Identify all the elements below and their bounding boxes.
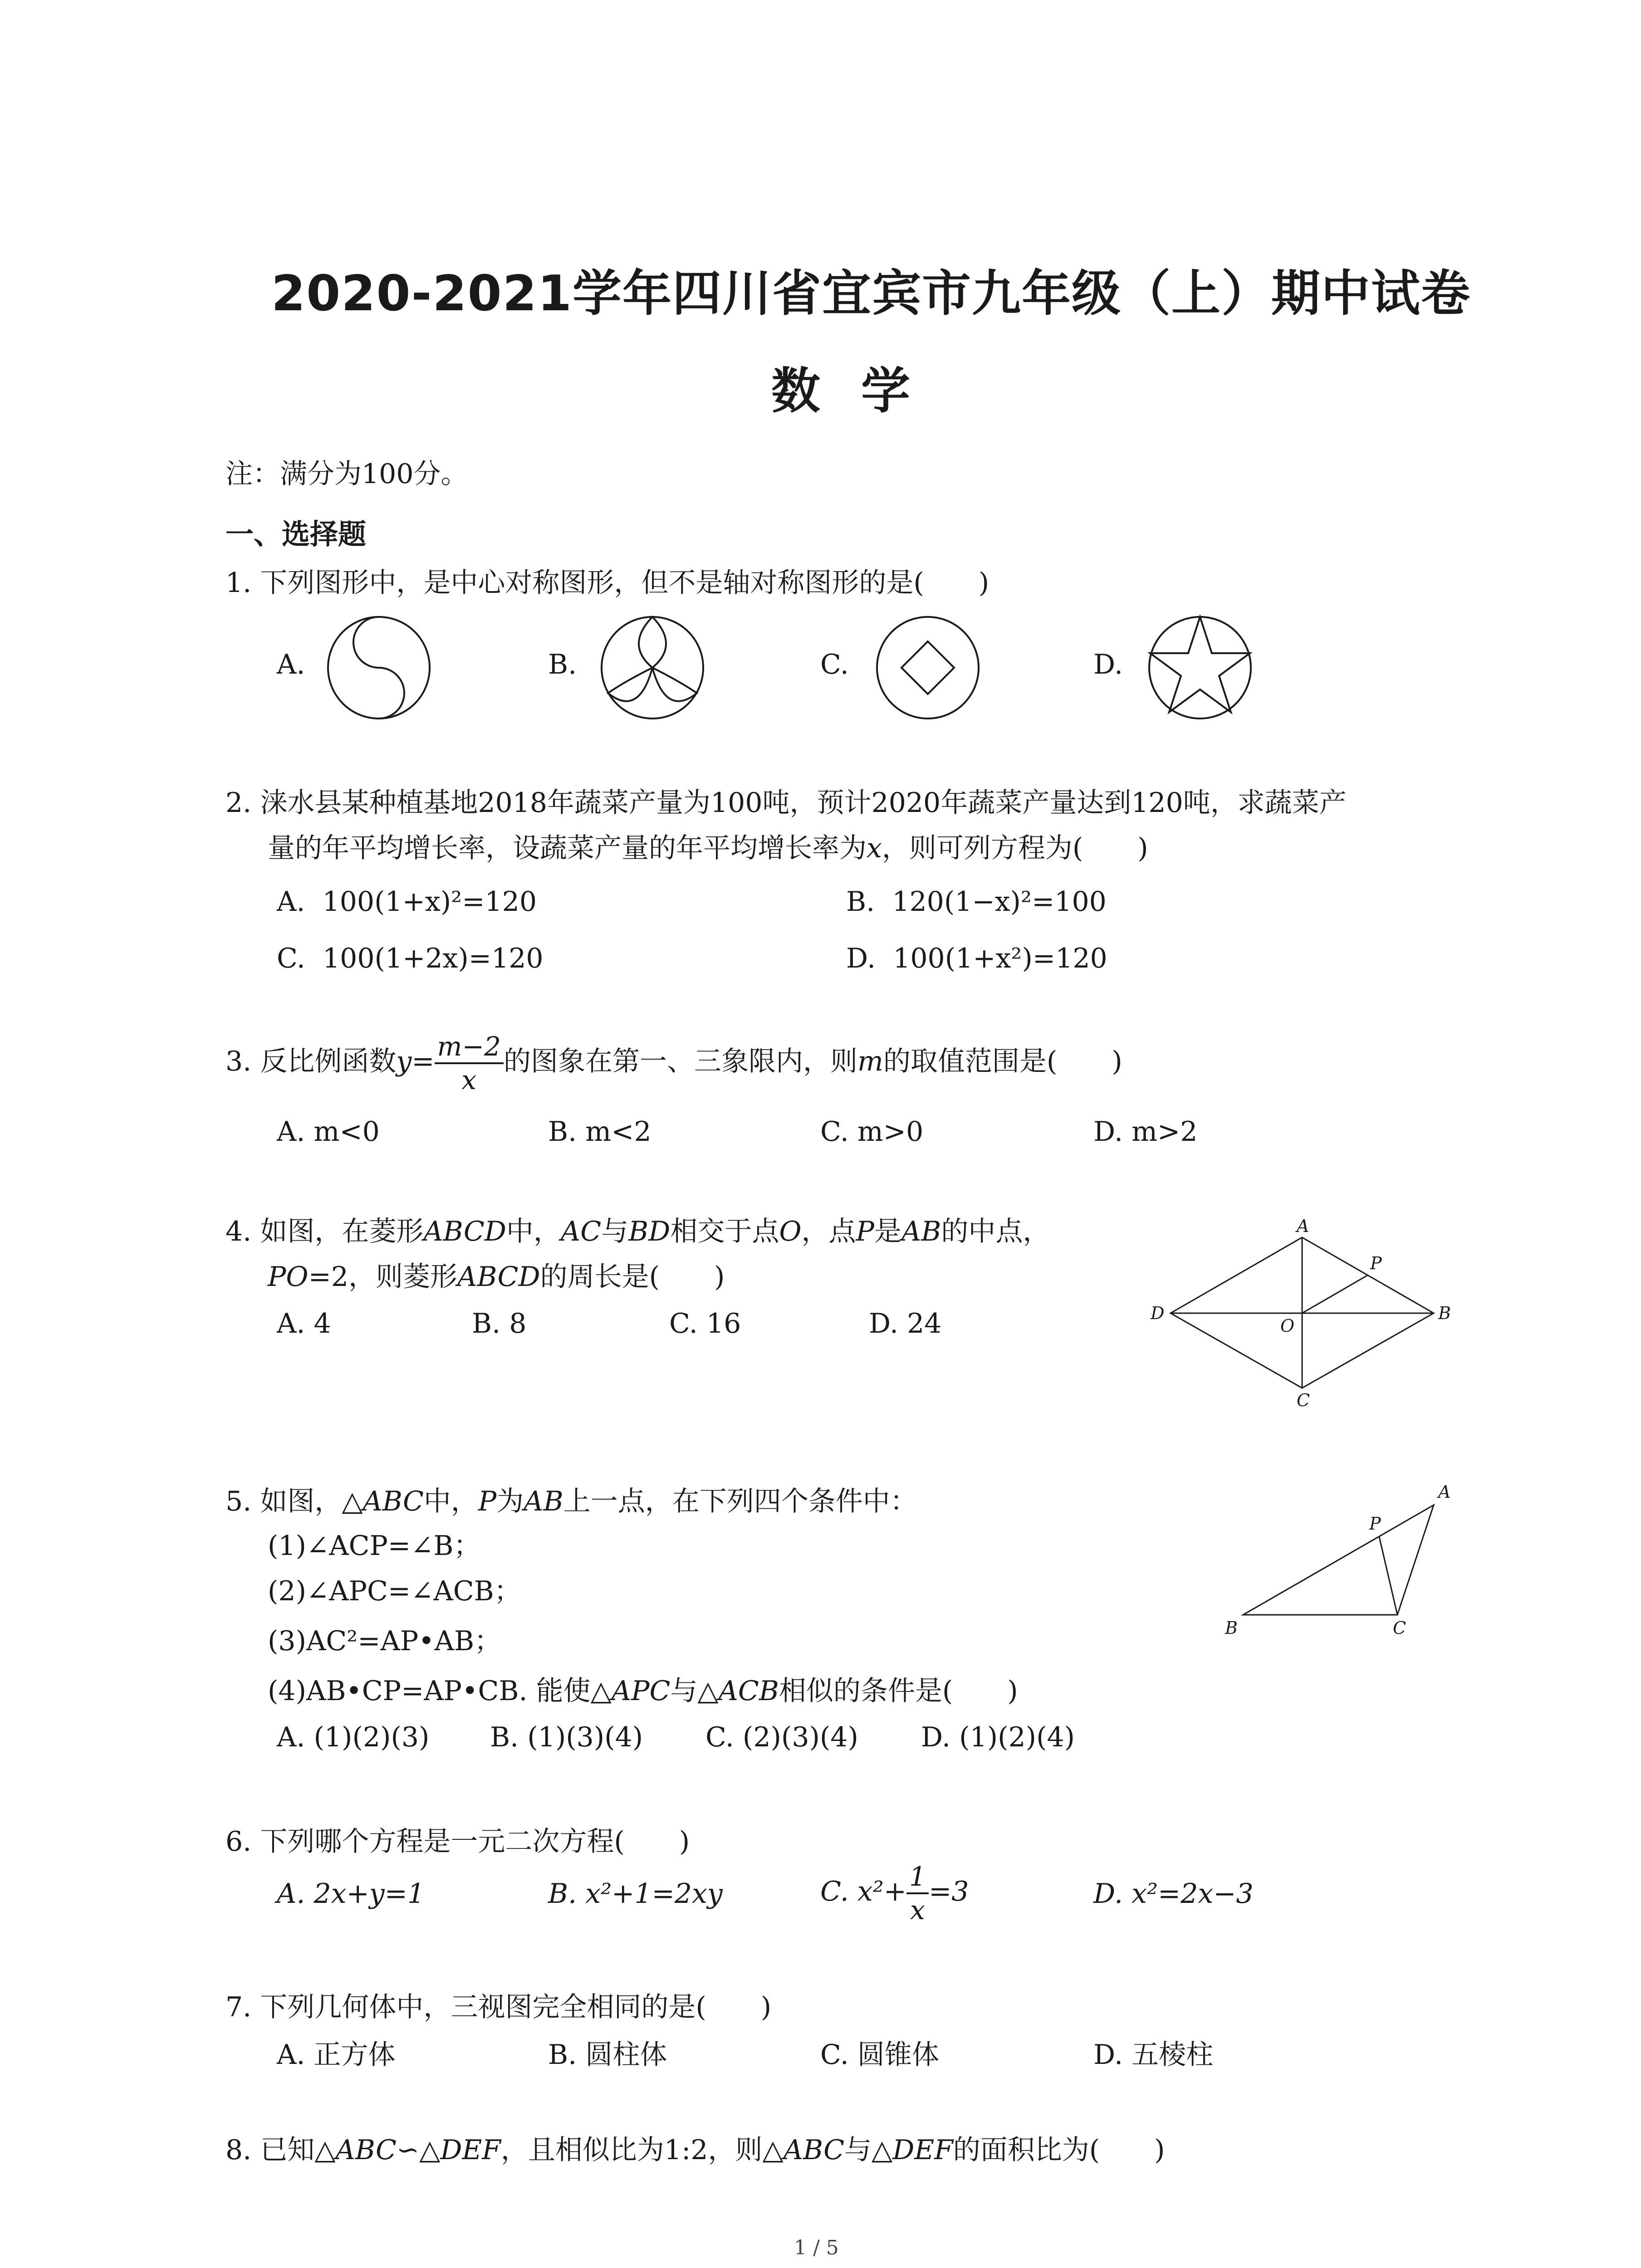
rhombus-label-c: C <box>1297 1390 1310 1410</box>
q6-option-a: A. 2x+y=1 <box>277 1878 425 1910</box>
question-6: 6. 下列哪个方程是一元二次方程( ) <box>225 1826 690 1857</box>
q2-option-d <box>846 940 1107 977</box>
q7-option-c: C. 圆锥体 <box>820 2039 939 2071</box>
q5-t4: P <box>478 1486 497 1517</box>
note: 注：满分为100分。 <box>225 458 468 490</box>
q7-option-b: B. 圆柱体 <box>548 2039 667 2071</box>
coin-square-figure <box>873 613 982 722</box>
q5-condition-1: (1)∠ACP=∠B； <box>268 1530 481 1562</box>
q3-m: m <box>857 1046 883 1077</box>
q5-condition-4 <box>268 1673 1018 1709</box>
q3-pre: 3. 反比例函数 <box>225 1046 397 1077</box>
q4-t2: ABCD <box>423 1216 506 1247</box>
q3-mid: 的图象在第一、三象限内，则 <box>504 1046 857 1077</box>
q2-option-b <box>846 884 1107 920</box>
q6-c-fraction <box>906 1861 929 1926</box>
yin-yang-figure <box>324 613 433 722</box>
q6-c-pre: C. x²+ <box>820 1876 907 1907</box>
q3-denominator: x <box>461 1065 477 1096</box>
q4-t10: P <box>856 1216 874 1247</box>
q4-t16: ABCD <box>457 1261 540 1293</box>
q6-option-d: D. x²=2x−3 <box>1093 1878 1254 1910</box>
q6-c-numerator: 1 <box>906 1861 929 1894</box>
question-7: 7. 下列几何体中，三视图完全相同的是( ) <box>225 1991 772 2023</box>
triangle-label-p: P <box>1369 1514 1381 1534</box>
q5-option-b: B. (1)(3)(4) <box>490 1721 643 1753</box>
q1-option-a-label: A. <box>277 649 305 680</box>
q3-y: y= <box>396 1046 435 1077</box>
q8-t9: 的面积比为( ) <box>953 2134 1165 2166</box>
q4-t4: AC <box>560 1216 602 1247</box>
q8-t3: ∽△ <box>396 2134 441 2166</box>
rhombus-figure <box>1143 1216 1461 1420</box>
q3-numerator: m−2 <box>435 1031 504 1064</box>
triangle-figure <box>1216 1479 1470 1651</box>
q8-t8: DEF <box>892 2134 953 2166</box>
q8-t2: ABC <box>335 2134 397 2166</box>
q8-t1: 8. 已知△ <box>225 2134 336 2166</box>
q3-option-c: C. m>0 <box>820 1116 924 1148</box>
q3-fraction <box>435 1031 504 1096</box>
q2-text: 量的年平均增长率，设蔬菜产量的年平均增长率为 <box>268 832 867 864</box>
rhombus-label-o: O <box>1280 1316 1295 1336</box>
q4-t14: PO <box>268 1261 309 1293</box>
question-4-line2 <box>268 1259 725 1295</box>
q8-t7: 与△ <box>844 2134 893 2166</box>
q2-var: x <box>867 832 882 864</box>
q2-text-end: ，则可列方程为( ) <box>882 832 1148 864</box>
question-1: 1. 下列图形中，是中心对称图形，但不是轴对称图形的是( ) <box>225 567 989 599</box>
q2-d-label: D. <box>846 943 876 974</box>
q3-option-b: B. m<2 <box>548 1116 652 1148</box>
q8-t5: ，且相似比为1:2，则△ <box>500 2134 784 2166</box>
q4-t8: O <box>779 1216 802 1247</box>
q1-option-b-label: B. <box>548 649 577 680</box>
q8-t6: ABC <box>783 2134 845 2166</box>
q4-option-c: C. 16 <box>669 1308 741 1339</box>
q6-c-denominator: x <box>910 1895 925 1926</box>
q5-t8: (4)AB•CP=AP•CB <box>268 1675 519 1707</box>
q4-t9: ，点 <box>801 1216 856 1247</box>
q5-option-d: D. (1)(2)(4) <box>921 1721 1075 1753</box>
question-8 <box>225 2132 1165 2168</box>
q3-option-d: D. m>2 <box>1093 1116 1198 1148</box>
q5-condition-3: (3)AC²=AP•AB； <box>268 1625 502 1657</box>
q8-t4: DEF <box>440 2134 501 2166</box>
q5-t11: 与△ <box>670 1675 719 1707</box>
q6-option-c <box>820 1860 969 1926</box>
q2-option-a <box>277 884 537 920</box>
q2-d-text: 100(1+x²)=120 <box>893 943 1107 974</box>
q5-condition-2: (2)∠APC=∠ACB； <box>268 1575 521 1607</box>
page-number: 1 / 5 <box>794 2236 839 2259</box>
trefoil-figure <box>598 613 707 722</box>
question-5 <box>225 1483 917 1520</box>
q5-t12: ACB <box>718 1675 779 1707</box>
q3-option-a: A. m<0 <box>277 1116 380 1148</box>
q4-t12: AB <box>901 1216 941 1247</box>
q5-t6: AB <box>524 1486 563 1517</box>
question-2-line2 <box>268 830 1148 866</box>
q4-t1: 4. 如图，在菱形 <box>225 1216 424 1247</box>
q2-c-label: C. <box>277 943 305 974</box>
rhombus-label-p: P <box>1370 1253 1382 1273</box>
q7-option-d: D. 五棱柱 <box>1093 2039 1214 2071</box>
q5-t10: APC <box>611 1675 671 1707</box>
q5-t2: ABC <box>362 1486 424 1517</box>
q1-option-d-label: D. <box>1093 649 1123 680</box>
q5-t5: 为 <box>496 1486 524 1517</box>
q7-option-a: A. 正方体 <box>277 2039 396 2071</box>
triangle-label-b: B <box>1225 1618 1238 1638</box>
q4-option-b: B. 8 <box>472 1308 527 1339</box>
q5-t3: 中， <box>423 1486 478 1517</box>
q4-t11: 是 <box>874 1216 901 1247</box>
question-4-line1 <box>225 1213 1050 1250</box>
page-title: 2020-2021学年四川省宜宾市九年级（上）期中试卷 <box>271 265 1471 322</box>
q6-c-post: =3 <box>928 1876 969 1907</box>
q5-t1: 5. 如图，△ <box>225 1486 363 1517</box>
q5-t7: 上一点，在下列四个条件中： <box>563 1486 917 1517</box>
q5-option-a: A. (1)(2)(3) <box>277 1721 430 1753</box>
q2-b-label: B. <box>846 886 875 918</box>
q4-option-d: D. 24 <box>869 1308 942 1339</box>
q2-c-text: 100(1+2x)=120 <box>323 943 544 974</box>
q5-option-c: C. (2)(3)(4) <box>705 1721 858 1753</box>
question-2-line1: 2. 涞水县某种植基地2018年蔬菜产量为100吨，预计2020年蔬菜产量达到120吨，求蔬菜产 <box>225 787 1347 819</box>
q1-option-c-label: C. <box>820 649 849 680</box>
q6-option-b: B. x²+1=2xy <box>548 1878 723 1910</box>
q4-t6: BD <box>628 1216 671 1247</box>
q2-a-label: A. <box>277 886 305 918</box>
q5-t9: . 能使△ <box>519 1675 612 1707</box>
q4-t13: 的中点， <box>941 1216 1050 1247</box>
q4-t5: 与 <box>601 1216 629 1247</box>
q5-t13: 相似的条件是( ) <box>779 1675 1018 1707</box>
q4-option-a: A. 4 <box>277 1308 331 1339</box>
rhombus-label-b: B <box>1438 1303 1451 1323</box>
subject-title: 数学 <box>771 363 951 420</box>
star-figure <box>1146 613 1254 722</box>
q4-t15: =2，则菱形 <box>308 1261 458 1293</box>
q2-b-text: 120(1−x)²=100 <box>892 886 1107 918</box>
rhombus-label-d: D <box>1151 1303 1165 1323</box>
q4-t17: 的周长是( ) <box>540 1261 725 1293</box>
q4-t7: 相交于点 <box>670 1216 779 1247</box>
triangle-label-c: C <box>1393 1618 1406 1638</box>
q3-post: 的取值范围是( ) <box>883 1046 1122 1077</box>
section-heading: 一、选择题 <box>225 518 367 551</box>
q4-t3: 中， <box>506 1216 561 1247</box>
rhombus-label-a: A <box>1297 1216 1309 1236</box>
question-3 <box>225 1030 1122 1096</box>
q2-a-text: 100(1+x)²=120 <box>322 886 537 918</box>
q2-option-c <box>277 940 544 977</box>
triangle-label-a: A <box>1438 1482 1451 1502</box>
